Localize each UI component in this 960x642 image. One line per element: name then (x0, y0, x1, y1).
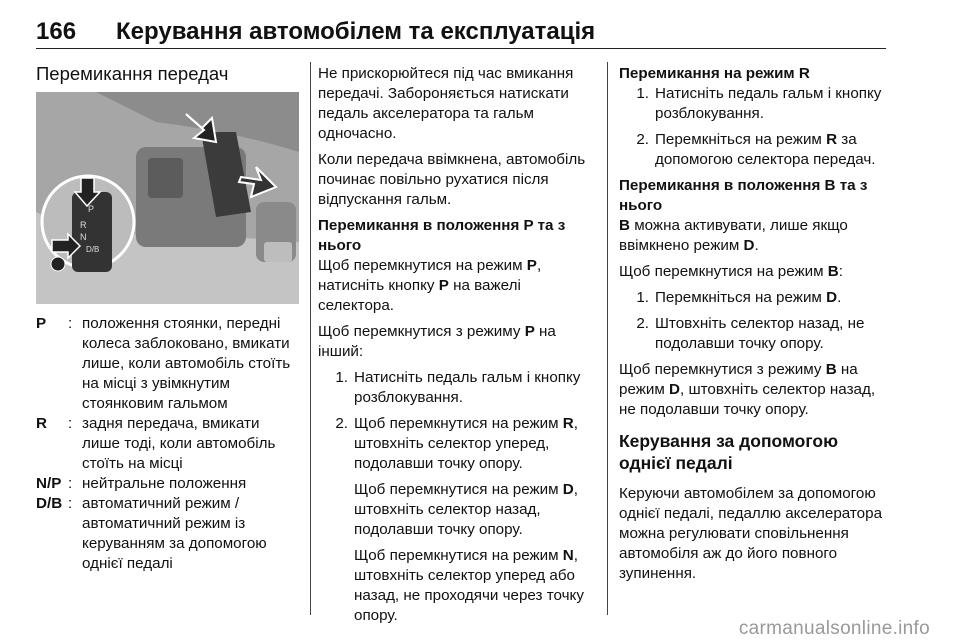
section-title: Перемикання передач (36, 63, 229, 84)
text-run: B (619, 217, 630, 234)
list-item (619, 130, 889, 170)
list-text (655, 288, 889, 308)
text-run: Перемкніться на режим (655, 131, 827, 148)
text-run: B (827, 263, 839, 280)
definition-row (36, 414, 301, 474)
text-run: Щоб перемкнутися з режиму (318, 323, 525, 340)
figure-label-r: R (80, 220, 87, 230)
paragraph: Керуючи автомобілем за допомогою однієї педалі, педаллю акселератора можна регулювати сповільнення автомобіля аж до його повного зупинення. (619, 485, 883, 582)
gear-selector-drawing (36, 92, 299, 304)
text-run: Щоб перемкнутися з режиму (619, 361, 826, 378)
text-run: на важелі селектора. (318, 277, 521, 314)
definition-term: N/P (36, 475, 62, 492)
text-run: . (754, 237, 759, 254)
text-run: P (524, 323, 535, 340)
paragraph (619, 360, 889, 420)
text-run: D (826, 289, 838, 306)
figure-label-db: D/B (86, 245, 100, 254)
list-item (619, 84, 889, 124)
text-run: P (526, 257, 537, 274)
list-text: Натисніть педаль гальм і кнопку розблокування. (354, 369, 581, 406)
gear-positions-list (36, 314, 301, 574)
column-3 (619, 64, 889, 590)
section-heading: Керування за допомогою однієї педалі (619, 431, 839, 473)
text-run: , штовхніть селектор назад, не подолавши точку опору. (619, 381, 876, 418)
text-run: Щоб перемкнутися на режим (354, 481, 563, 498)
paragraph: Коли передача ввімкнена, автомобіль починає повільно рухатися після відпускання гальм. (318, 151, 586, 208)
definition-term: P (36, 315, 47, 332)
chapter-title: Керування автомобілем та експлуатація (116, 18, 596, 45)
text-run: на інший: (318, 323, 556, 360)
column-1 (36, 64, 301, 574)
text-run: Щоб перемкнутися на режим (318, 257, 527, 274)
text-run: на режим (619, 361, 858, 398)
definition-description: положення стоянки, передні колеса заблоковано, вмикати лише, коли автомобіль стоїть на місці з увімкнутим стоянковим гальмом (82, 315, 291, 412)
list-number: 2. (636, 131, 649, 148)
definition-separator: : (68, 495, 73, 512)
text-run: R (562, 415, 574, 432)
list-number: 2. (636, 315, 649, 332)
text-run: R (826, 131, 838, 148)
definition-term: R (36, 415, 47, 432)
text-run: N (562, 547, 574, 564)
subheading: Перемикання в положення B та з нього (619, 177, 868, 214)
text-run: , штовхніть селектор назад, подолавши точку опору. (354, 481, 578, 538)
text-run: D (743, 237, 755, 254)
column-2 (318, 64, 598, 632)
definition-row (36, 494, 301, 574)
list-text: Натисніть педаль гальм і кнопку розблокування. (655, 85, 882, 122)
column-divider (607, 62, 608, 615)
list-item (619, 288, 889, 308)
list-number: 1. (636, 85, 649, 102)
definition-separator: : (68, 315, 73, 332)
paragraph (619, 216, 889, 256)
paragraph (318, 256, 598, 316)
subheading: Перемикання в положення P та з нього (318, 217, 566, 254)
definition-row (36, 314, 301, 414)
text-run: , штовхніть селектор уперед, подолавши точку опору. (354, 415, 578, 472)
list-item (318, 368, 598, 408)
definition-separator: : (68, 475, 73, 492)
paragraph: Не прискорюйтеся під час вмикання передачі. Забороняється натискати педаль акселератора та гальм одночасно. (318, 65, 574, 142)
text-run: B (825, 361, 837, 378)
list-text (354, 414, 598, 474)
definition-separator: : (68, 415, 73, 432)
text-run: , штовхніть селектор уперед або назад, не проходячи через точку опору. (354, 547, 584, 624)
text-run: Щоб перемкнутися на режим (354, 547, 563, 564)
figure-label-p: P (88, 204, 95, 214)
column-divider (310, 62, 311, 615)
gear-selector-illustration (36, 92, 299, 304)
list-continuation (354, 546, 598, 626)
text-run: Щоб перемкнутися на режим (354, 415, 563, 432)
definition-description: автоматичний режим / автоматичний режим із керуванням за допомогою однієї педалі (82, 495, 267, 572)
list-item (318, 414, 598, 474)
definition-row (36, 474, 301, 494)
watermark: carmanualsonline.info (738, 618, 930, 639)
text-run: , натисніть кнопку (318, 257, 542, 294)
subheading: Перемикання на режим R (619, 65, 810, 82)
page-number: 166 (36, 18, 77, 45)
paragraph (318, 322, 598, 362)
list-continuation (354, 480, 598, 540)
text-run: можна активувати, лише якщо ввімкнено режим (619, 217, 848, 254)
text-run: D (669, 381, 680, 398)
text-run: : (838, 263, 843, 280)
list-item (619, 314, 889, 354)
text-run: за допомогою селектора передач. (655, 131, 876, 168)
definition-description: нейтральне положення (82, 475, 247, 492)
text-run: P (438, 277, 449, 294)
definition-description: задня передача, вмикати лише тоді, коли автомобіль стоїть на місці (82, 415, 276, 472)
list-text (655, 130, 889, 170)
definition-term: D/B (36, 495, 63, 512)
figure-label-n: N (80, 232, 87, 242)
text-run: . (837, 289, 842, 306)
text-run: D (562, 481, 574, 498)
list-number: 1. (335, 369, 348, 386)
paragraph (619, 262, 889, 282)
list-text: Штовхніть селектор назад, не подолавши точку опору. (655, 315, 865, 352)
text-run: Перемкніться на режим (655, 289, 827, 306)
list-number: 1. (636, 289, 649, 306)
page-header (36, 12, 886, 49)
text-run: Щоб перемкнутися на режим (619, 263, 828, 280)
list-number: 2. (335, 415, 348, 432)
